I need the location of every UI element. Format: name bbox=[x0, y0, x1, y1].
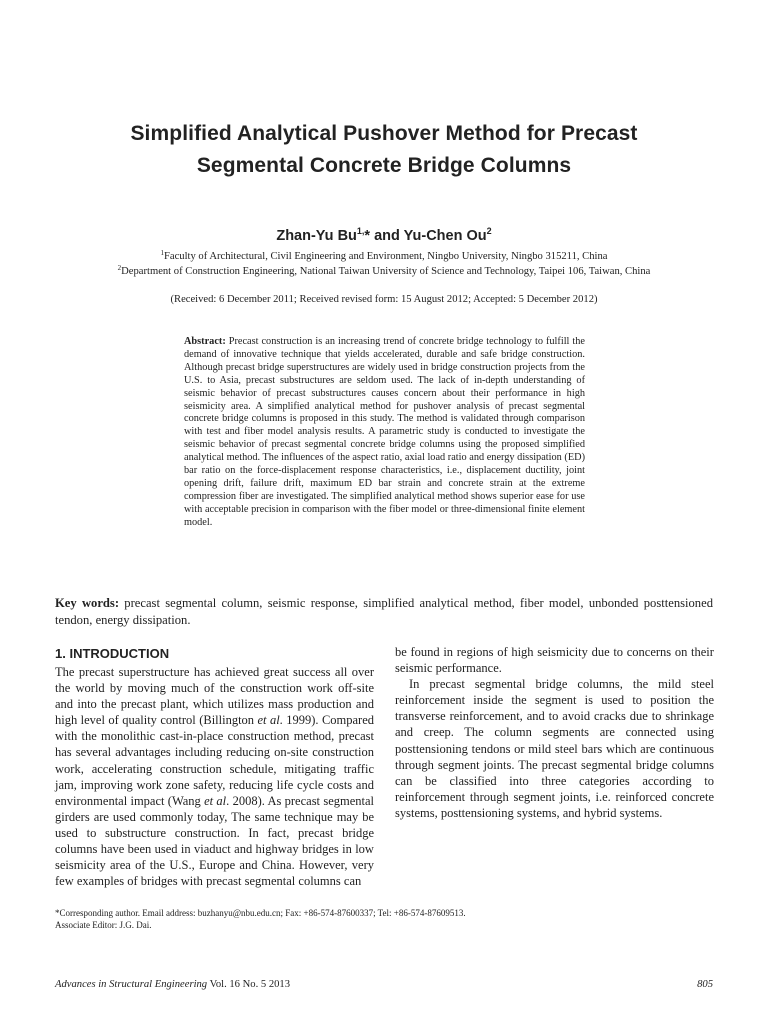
journal-name: Advances in Structural Engineering bbox=[55, 979, 208, 990]
keywords bbox=[55, 595, 713, 629]
intro-p1-etal-1: et al bbox=[257, 713, 280, 728]
abstract-label: Abstract: bbox=[184, 336, 226, 347]
affiliation-1-mark: 1 bbox=[160, 249, 164, 257]
received-dates: (Received: 6 December 2011; Received revised form: 15 August 2012; Accepted: 5 December 2012) bbox=[170, 294, 598, 305]
affiliation-1 bbox=[0, 249, 768, 262]
footnote bbox=[55, 908, 715, 932]
abstract-text: Precast construction is an increasing trend of concrete bridge technology to fulfill the demand of innovative technique that yields accelerated, durable and safe bridge construction. Although precast bridge superstructures are widely used in bridge construction projects from the U.S. to Asia, precast substructures are seldom used. The lack of in-depth understanding of seismic behavior of precast substructures causes concern about their performance in high seismicity area. A simplified analytical method for pushover analysis of precast segmental concrete bridge columns is proposed in this study. The method is validated through comparison with test and fiber model analysis results. A parametric study is conducted to investigate the seismic behavior of precast segmental concrete bridge columns using the proposed simplified analytical method. The influences of the aspect ratio, axial load ratio and energy dissipation (ED) bar ratio on the force-displacement response characteristics, i.e., displacement ductility, joint opening drift, failure drift, maximum ED bar strain and concrete strain at the extreme compression fiber are investigated. The simplified analytical method shows superior ease for use with acceptable precision in comparison with the fiber model or three-dimensional finite element model. bbox=[184, 336, 585, 528]
section-heading-introduction: 1. INTRODUCTION bbox=[55, 646, 170, 661]
keywords-text: precast segmental column, seismic response, simplified analytical method, fiber model, unbonded posttensioned tendon, energy dissipation. bbox=[55, 596, 713, 627]
introduction-column-left bbox=[55, 644, 374, 889]
intro-p1-part-c: . 2008). As precast segmental girders are used commonly today, The same technique may be used to substructure construction. In fact, precast bridge columns have been used in viaduct and highway bridges in low seismicity area of the U.S., Europe and China. However, very few examples of bridges with precast segmental columns can bbox=[55, 793, 375, 889]
title-line-2: Segmental Concrete Bridge Columns bbox=[196, 154, 572, 177]
intro-p1-part-b: . 1999). Compared with the monolithic cast-in-place construction method, precast has several advantages including reducing on-site construction work, accelerating construction schedule, mitigating traffic jam, improving work zone safety, reducing life cycle costs and environmental impact (Wang bbox=[55, 713, 375, 808]
author-1-affiliation-mark: 1, bbox=[356, 226, 365, 236]
affiliation-1-text: Faculty of Architectural, Civil Engineering and Environment, Ningbo University, Ningbo 315211, China bbox=[164, 251, 608, 262]
abstract bbox=[184, 336, 585, 530]
affiliation-2 bbox=[0, 264, 768, 277]
keywords-label: Key words: bbox=[55, 596, 120, 610]
author-conjunction: and bbox=[370, 228, 404, 244]
author-1: Zhan-Yu Bu bbox=[276, 228, 357, 244]
introduction-column-right bbox=[395, 644, 714, 821]
page-footer bbox=[55, 979, 713, 990]
author-2-affiliation-mark: 2 bbox=[486, 226, 492, 236]
associate-editor-note: Associate Editor: J.G. Dai. bbox=[55, 919, 152, 930]
journal-volume: Vol. 16 No. 5 2013 bbox=[207, 979, 291, 990]
intro-p1-part-a: The precast superstructure has achieved great success all over the world by moving much of the construction work off-site and into the precast plant, which utilizes mass production and high level of quality control (Billington bbox=[55, 665, 374, 728]
author-list bbox=[0, 226, 768, 244]
affiliation-2-text: Department of Construction Engineering, National Taiwan University of Science and Technology, Taipei 106, Taiwan, China bbox=[121, 266, 651, 277]
introduction-paragraph-1 bbox=[55, 664, 374, 889]
corresponding-author-mark: * bbox=[364, 228, 371, 244]
title-line-1: Simplified Analytical Pushover Method for Precast bbox=[130, 122, 638, 145]
affiliation-2-mark: 2 bbox=[117, 264, 122, 272]
intro-p1-etal-2: et al bbox=[204, 793, 227, 808]
paper-title bbox=[40, 118, 728, 182]
corresponding-author-note: *Corresponding author. Email address: buzhanyu@nbu.edu.cn; Fax: +86-574-87600337; Tel: +86-574-87609513. bbox=[55, 908, 466, 918]
page-number: 805 bbox=[697, 979, 713, 990]
introduction-paragraph-2: In precast segmental bridge columns, the mild steel reinforcement inside the segment is used to position the transverse reinforcement, and to avoid cracks due to shrinkage and creep. The column segments are connected using posttensioning tendons or mild steel bars which are continuous through segment joints. The precast segmental bridge columns can be classified into three categories according to reinforcement through segment joints, i.e. reinforced concrete systems, posttensioning systems, and hybrid systems. bbox=[395, 677, 714, 820]
introduction-paragraph-1-continued: be found in regions of high seismicity due to concerns on their seismic performance. bbox=[395, 645, 714, 676]
author-2: Yu-Chen Ou bbox=[403, 228, 487, 244]
